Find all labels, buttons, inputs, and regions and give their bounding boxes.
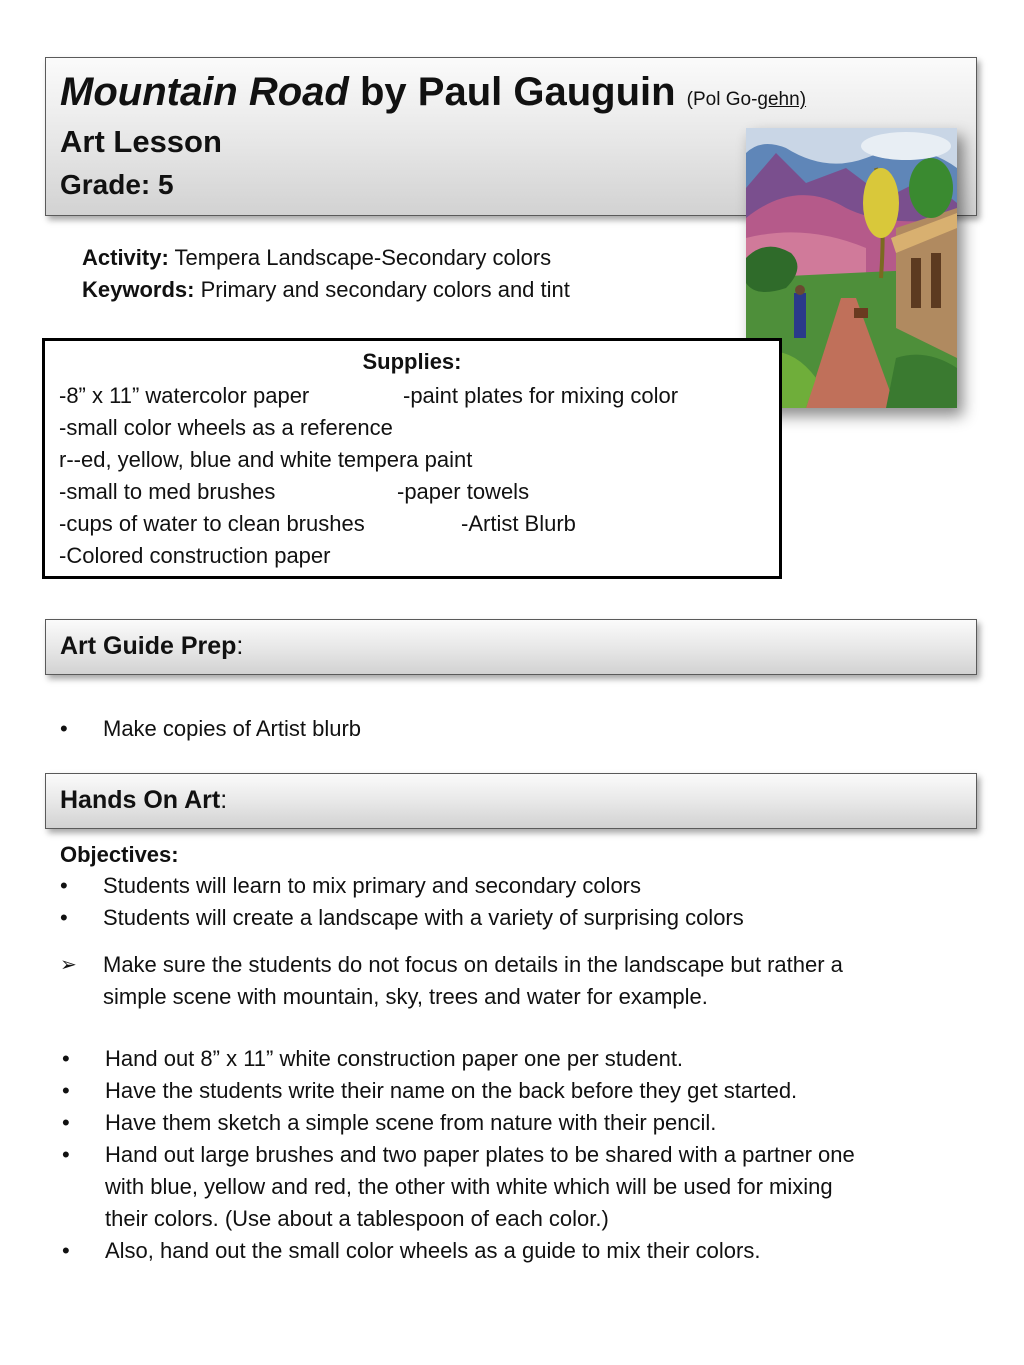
title-artwork: Mountain Road: [60, 70, 349, 114]
hands-on-heading-banner: [45, 773, 977, 829]
lesson-subtitle: Art Lesson: [60, 124, 222, 159]
prep-heading: Art Guide Prep:: [60, 632, 244, 660]
pronunciation: (Pol Go-gehn): [686, 89, 807, 110]
supplies-title: Supplies:: [362, 349, 462, 374]
supplies-row: -8” x 11” watercolor paper -paint plates for mixing color: [59, 383, 679, 408]
keywords-line: Keywords: Primary and secondary colors and tint: [82, 277, 570, 302]
supplies-row: r--ed, yellow, blue and white tempera paint: [59, 447, 473, 472]
title-artist: by Paul Gauguin: [348, 70, 687, 114]
supplies-row: -cups of water to clean brushes -Artist Blurb: [59, 511, 576, 536]
hands-on-heading: Hands On Art:: [60, 786, 228, 814]
supplies-row: -Colored construction paper: [59, 543, 331, 568]
lesson-title: [60, 70, 806, 115]
arrow-bullet-icon: ➢: [60, 954, 77, 976]
activity-line: Activity: Tempera Landscape-Secondary colors: [82, 245, 552, 270]
supplies-box: [42, 338, 782, 579]
objectives-label: Objectives:: [60, 842, 179, 867]
prep-heading-banner: [45, 619, 977, 675]
supplies-row: -small to med brushes -paper towels: [59, 479, 530, 504]
supplies-row: -small color wheels as a reference: [59, 415, 393, 440]
grade-label: Grade: 5: [60, 169, 174, 200]
